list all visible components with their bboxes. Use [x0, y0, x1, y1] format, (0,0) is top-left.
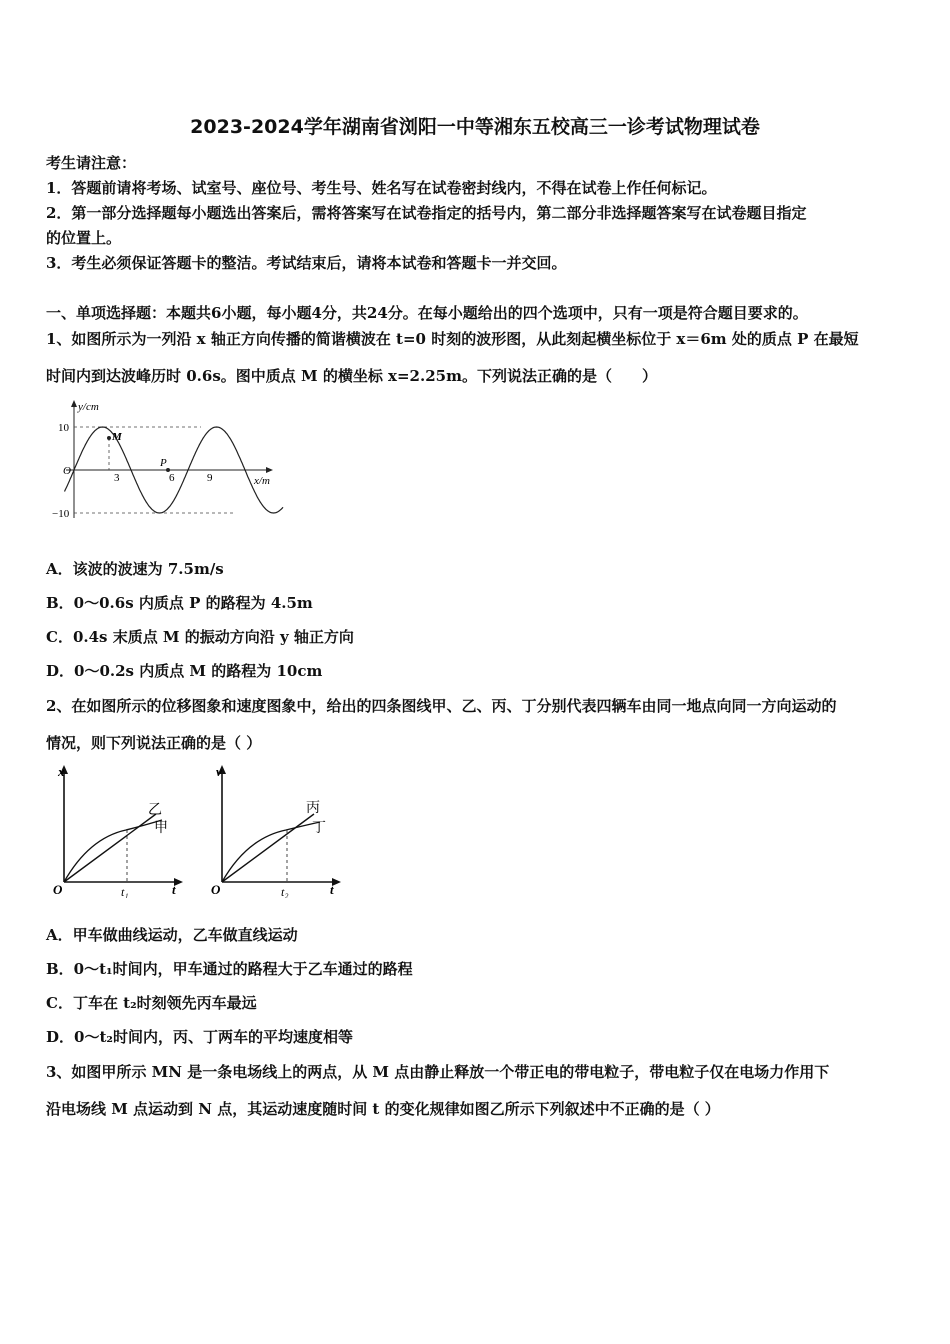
tick-x-3: 3	[114, 472, 120, 484]
q2-velocity-figure	[202, 762, 352, 898]
q1-option-b: B．0～0.6s 内质点 P 的路程为 4.5m	[46, 594, 313, 612]
tick-t1: t₁	[121, 885, 129, 898]
q2-option-c: C．丁车在 t₂时刻领先丙车最远	[46, 994, 257, 1012]
q3-stem-line2: 沿电场线 M 点运动到 N 点，其运动速度随时间 t 的变化规律如图乙所示下列叙述中不正确的是（ ）	[46, 1100, 720, 1118]
v-graph-t-label: t	[330, 882, 334, 897]
point-m-dot	[107, 436, 111, 440]
notice-item-2-cont: 的位置上。	[46, 229, 122, 247]
v-axis-label: v	[216, 764, 222, 779]
tick-t2: t₂	[281, 885, 289, 898]
q1-option-c: C．0.4s 末质点 M 的振动方向沿 y 轴正方向	[46, 628, 354, 646]
tick-y-neg10: −10	[52, 508, 70, 520]
q2-option-d: D．0～t₂时间内，丙、丁两车的平均速度相等	[46, 1028, 353, 1046]
point-p-label: P	[160, 457, 167, 469]
x-axis-y-label: x	[58, 764, 65, 779]
tick-y-10: 10	[58, 422, 69, 434]
tick-x-6: 6	[169, 472, 175, 484]
notice-item-2: 2．第一部分选择题每小题选出答案后，需将答案写在试卷指定的括号内，第二部分非选择题答案写在试卷题目指定	[46, 204, 807, 222]
page-title: 2023-2024学年湖南省浏阳一中等湘东五校高三一诊考试物理试卷	[190, 116, 760, 138]
q1-stem-line2: 时间内到达波峰历时 0.6s。图中质点 M 的横坐标 x=2.25m。下列说法正确的是（ ）	[46, 367, 657, 385]
q2-option-b: B．0～t₁时间内，甲车通过的路程大于乙车通过的路程	[46, 960, 413, 978]
v-graph-origin: O	[211, 882, 221, 897]
x-graph-t-label: t	[172, 882, 176, 897]
notice-heading: 考生请注意：	[46, 154, 137, 172]
q1-option-a: A．该波的波速为 7.5m/s	[46, 560, 224, 578]
q2-displacement-figure	[44, 762, 194, 898]
curve-jia-label: 甲	[154, 821, 168, 836]
notice-item-1: 1．答题前请将考场、试室号、座位号、考生号、姓名写在试卷密封线内，不得在试卷上作任何标记。	[46, 179, 717, 197]
q1-stem-line1: 1、如图所示为一列沿 x 轴正方向传播的简谐横波在 t=0 时刻的波形图，从此刻起横坐标位于 x＝6m 处的质点 P 在最短	[46, 330, 859, 348]
x-axis-label: x/m	[254, 475, 270, 487]
y-axis-label: y/cm	[78, 401, 99, 413]
curve-bing-label: 丙	[306, 801, 320, 816]
q1-option-d: D．0～0.2s 内质点 M 的路程为 10cm	[46, 662, 323, 680]
q2-stem-line1: 2、在如图所示的位移图象和速度图象中，给出的四条图线甲、乙、丙、丁分别代表四辆车由同一地点向同一方向运动的	[46, 697, 837, 715]
notice-item-3: 3．考生必须保证答题卡的整洁。考试结束后，请将本试卷和答题卡一并交回。	[46, 254, 567, 272]
origin-label: O	[63, 465, 71, 477]
section-heading: 一、单项选择题：本题共6小题，每小题4分，共24分。在每小题给出的四个选项中，只有一项是符合题目要求的。	[46, 304, 808, 322]
q2-stem-line2: 情况，则下列说法正确的是（ ）	[46, 734, 262, 752]
curve-yi-label: 乙	[148, 803, 162, 818]
q2-option-a: A．甲车做曲线运动，乙车做直线运动	[46, 926, 298, 944]
q1-wave-figure	[46, 398, 286, 526]
x-graph-origin: O	[53, 882, 63, 897]
tick-x-9: 9	[207, 472, 213, 484]
point-m-label: M	[112, 431, 122, 443]
curve-ding-label: 丁	[312, 821, 326, 836]
q3-stem-line1: 3、如图甲所示 MN 是一条电场线上的两点，从 M 点由静止释放一个带正电的带电粒子，带电粒子仅在电场力作用下	[46, 1063, 830, 1081]
